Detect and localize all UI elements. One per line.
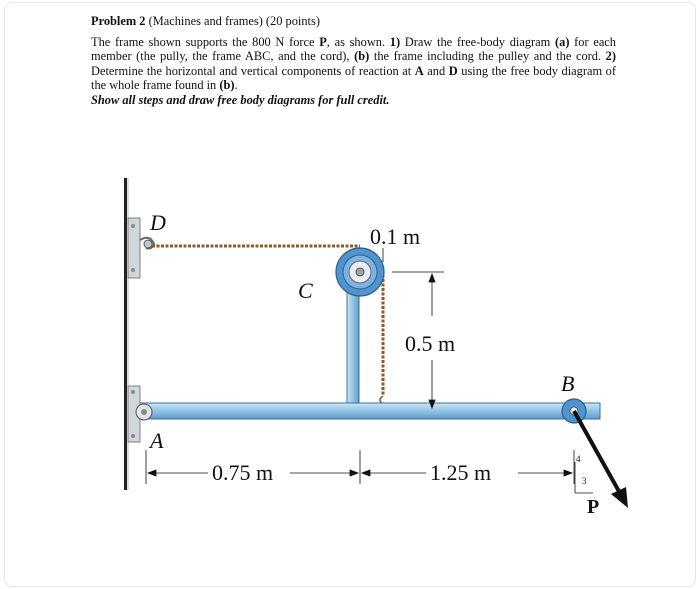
statement-bold: (a) [555,34,570,49]
statement-bold: D [448,63,458,78]
dim-left-label: 0.75 m [212,460,274,485]
statement-part: and [423,63,449,78]
statement-part: using the free body diagram of the whole frame found in [91,63,616,93]
statement-bold: 2) [605,49,616,64]
statement-part: for each member (the pully, the frame ABC, and the cord), [91,34,617,64]
statement-part: , as shown. [326,34,390,49]
label-d: D [150,210,166,235]
beam-ab [134,403,600,419]
problem-number: Problem 2 [91,14,146,28]
statement-part: The frame shown supports the 800 N force [91,34,320,49]
statement-bold: (b) [354,49,370,64]
statement-bold: (b) [219,78,235,93]
instruction: Show all steps and draw free body diagrams for full credit. [91,92,390,107]
label-c: C [298,278,313,303]
dim-right-label: 1.25 m [430,460,492,485]
dim-vertical-label: 0.5 m [405,331,456,356]
statement-bold: P [319,34,327,49]
slope-4-label: 4 [576,454,581,464]
statement-bold: A [414,63,424,78]
bracket-a [128,386,152,442]
statement-part: Draw the free-body diagram [400,34,556,49]
statement-part: the frame including the pulley and the cord. [369,49,606,64]
wall [124,178,127,490]
force-p-arrowhead [611,487,628,508]
label-p: P [587,496,600,518]
pulley [336,248,384,296]
dim-bottom [146,450,574,484]
statement-bold: 1) [389,34,401,49]
statement-part: . [234,78,238,93]
statement-part: Determine the horizontal and vertical components of reaction at [91,63,415,78]
dim-top-label: 0.1 m [370,224,421,249]
slope-3-label: 3 [582,476,587,486]
problem-subtitle: (Machines and frames) (20 points) [145,14,320,28]
label-b: B [561,371,575,396]
label-a: A [150,428,164,453]
